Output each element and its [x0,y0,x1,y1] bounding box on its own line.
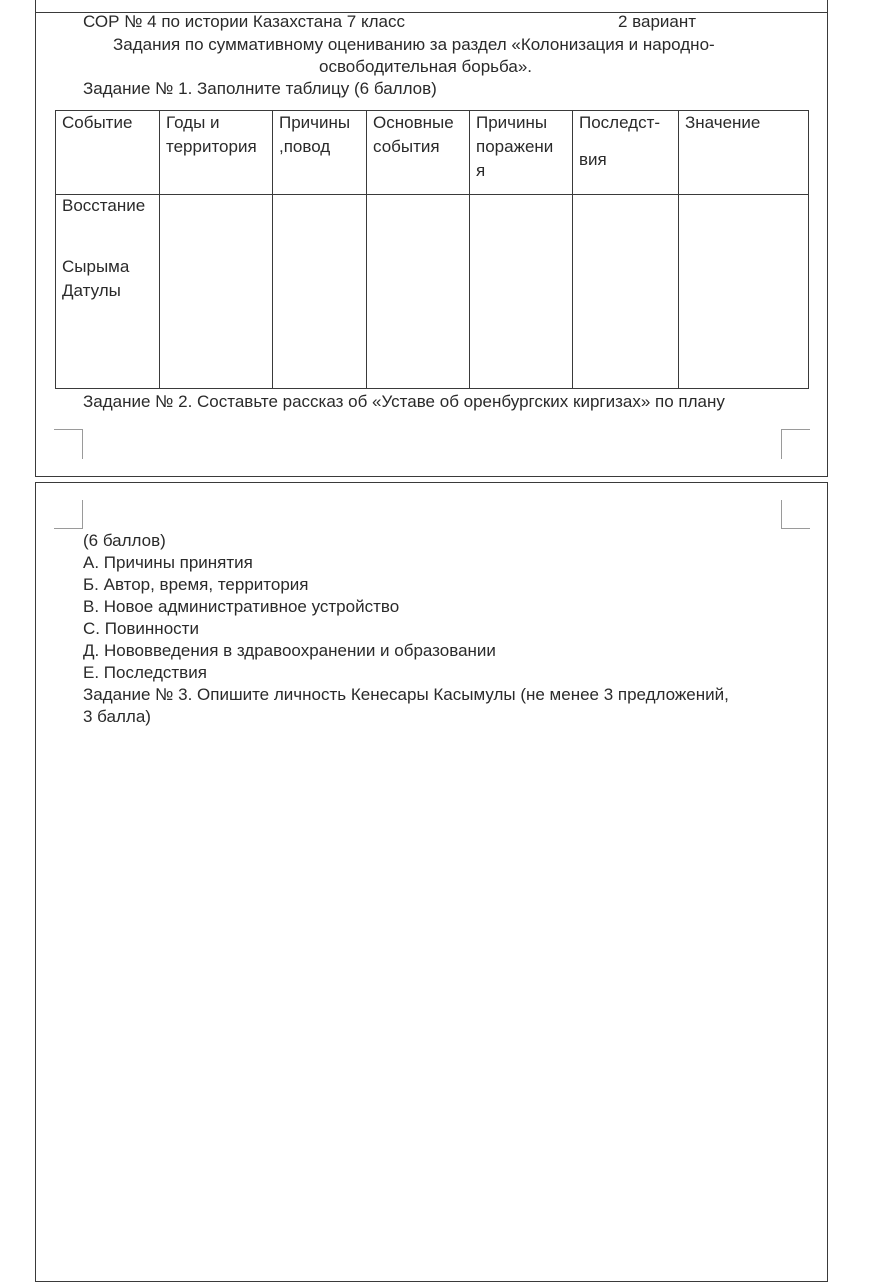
crop-mark-bottom-left [54,429,83,459]
header-cell-event: Событие [56,111,160,195]
header-cell-causes: Причины ,повод [273,111,367,195]
task-2-instruction: Задание № 2. Составьте рассказ об «Уставе об оренбургских киргизах» по плану [83,392,725,411]
plan-item: Е. Последствия [83,663,207,682]
causes-input-cell[interactable] [273,195,367,389]
header-cell-years: Годы и территория [160,111,273,195]
plan-item: С. Повинности [83,619,199,638]
section-title-line-1: Задания по суммативному оцениванию за раздел «Колонизация и народно- [113,35,715,54]
header-title: СОР № 4 по истории Казахстана 7 класс [83,12,405,31]
plan-item: Д. Нововведения в здравоохранении и образовании [83,641,496,660]
table-header-row [56,111,809,195]
task-3-instruction-line-2: 3 балла) [83,707,151,726]
crop-mark-bottom-right [781,429,810,459]
header-cell-significance: Значение [679,111,809,195]
header-cell-consequences: Последст- вия [573,111,679,195]
plan-item: А. Причины принятия [83,553,253,572]
variant-label: 2 вариант [618,12,697,31]
events-table [55,110,809,389]
table-row [56,195,809,389]
plan-item: В. Новое административное устройство [83,597,400,616]
consequences-input-cell[interactable] [573,195,679,389]
plan-item: Б. Автор, время, территория [83,575,309,594]
significance-input-cell[interactable] [679,195,809,389]
task-1-instruction: Задание № 1. Заполните таблицу (6 баллов) [83,79,437,98]
header-cell-defeat-causes: Причины поражени я [470,111,573,195]
main-events-input-cell[interactable] [367,195,470,389]
event-name-cell: Восстание Сырыма Датулы [56,195,160,389]
crop-mark-top-left [54,500,83,529]
header-cell-main-events: Основные события [367,111,470,195]
defeat-causes-input-cell[interactable] [470,195,573,389]
task-3-instruction-line-1: Задание № 3. Опишите личность Кенесары Касымулы (не менее 3 предложений, [83,685,729,704]
section-title-line-2: освободительная борьба». [319,57,532,76]
task-2-points: (6 баллов) [83,531,166,550]
crop-mark-top-right [781,500,810,529]
years-input-cell[interactable] [160,195,273,389]
